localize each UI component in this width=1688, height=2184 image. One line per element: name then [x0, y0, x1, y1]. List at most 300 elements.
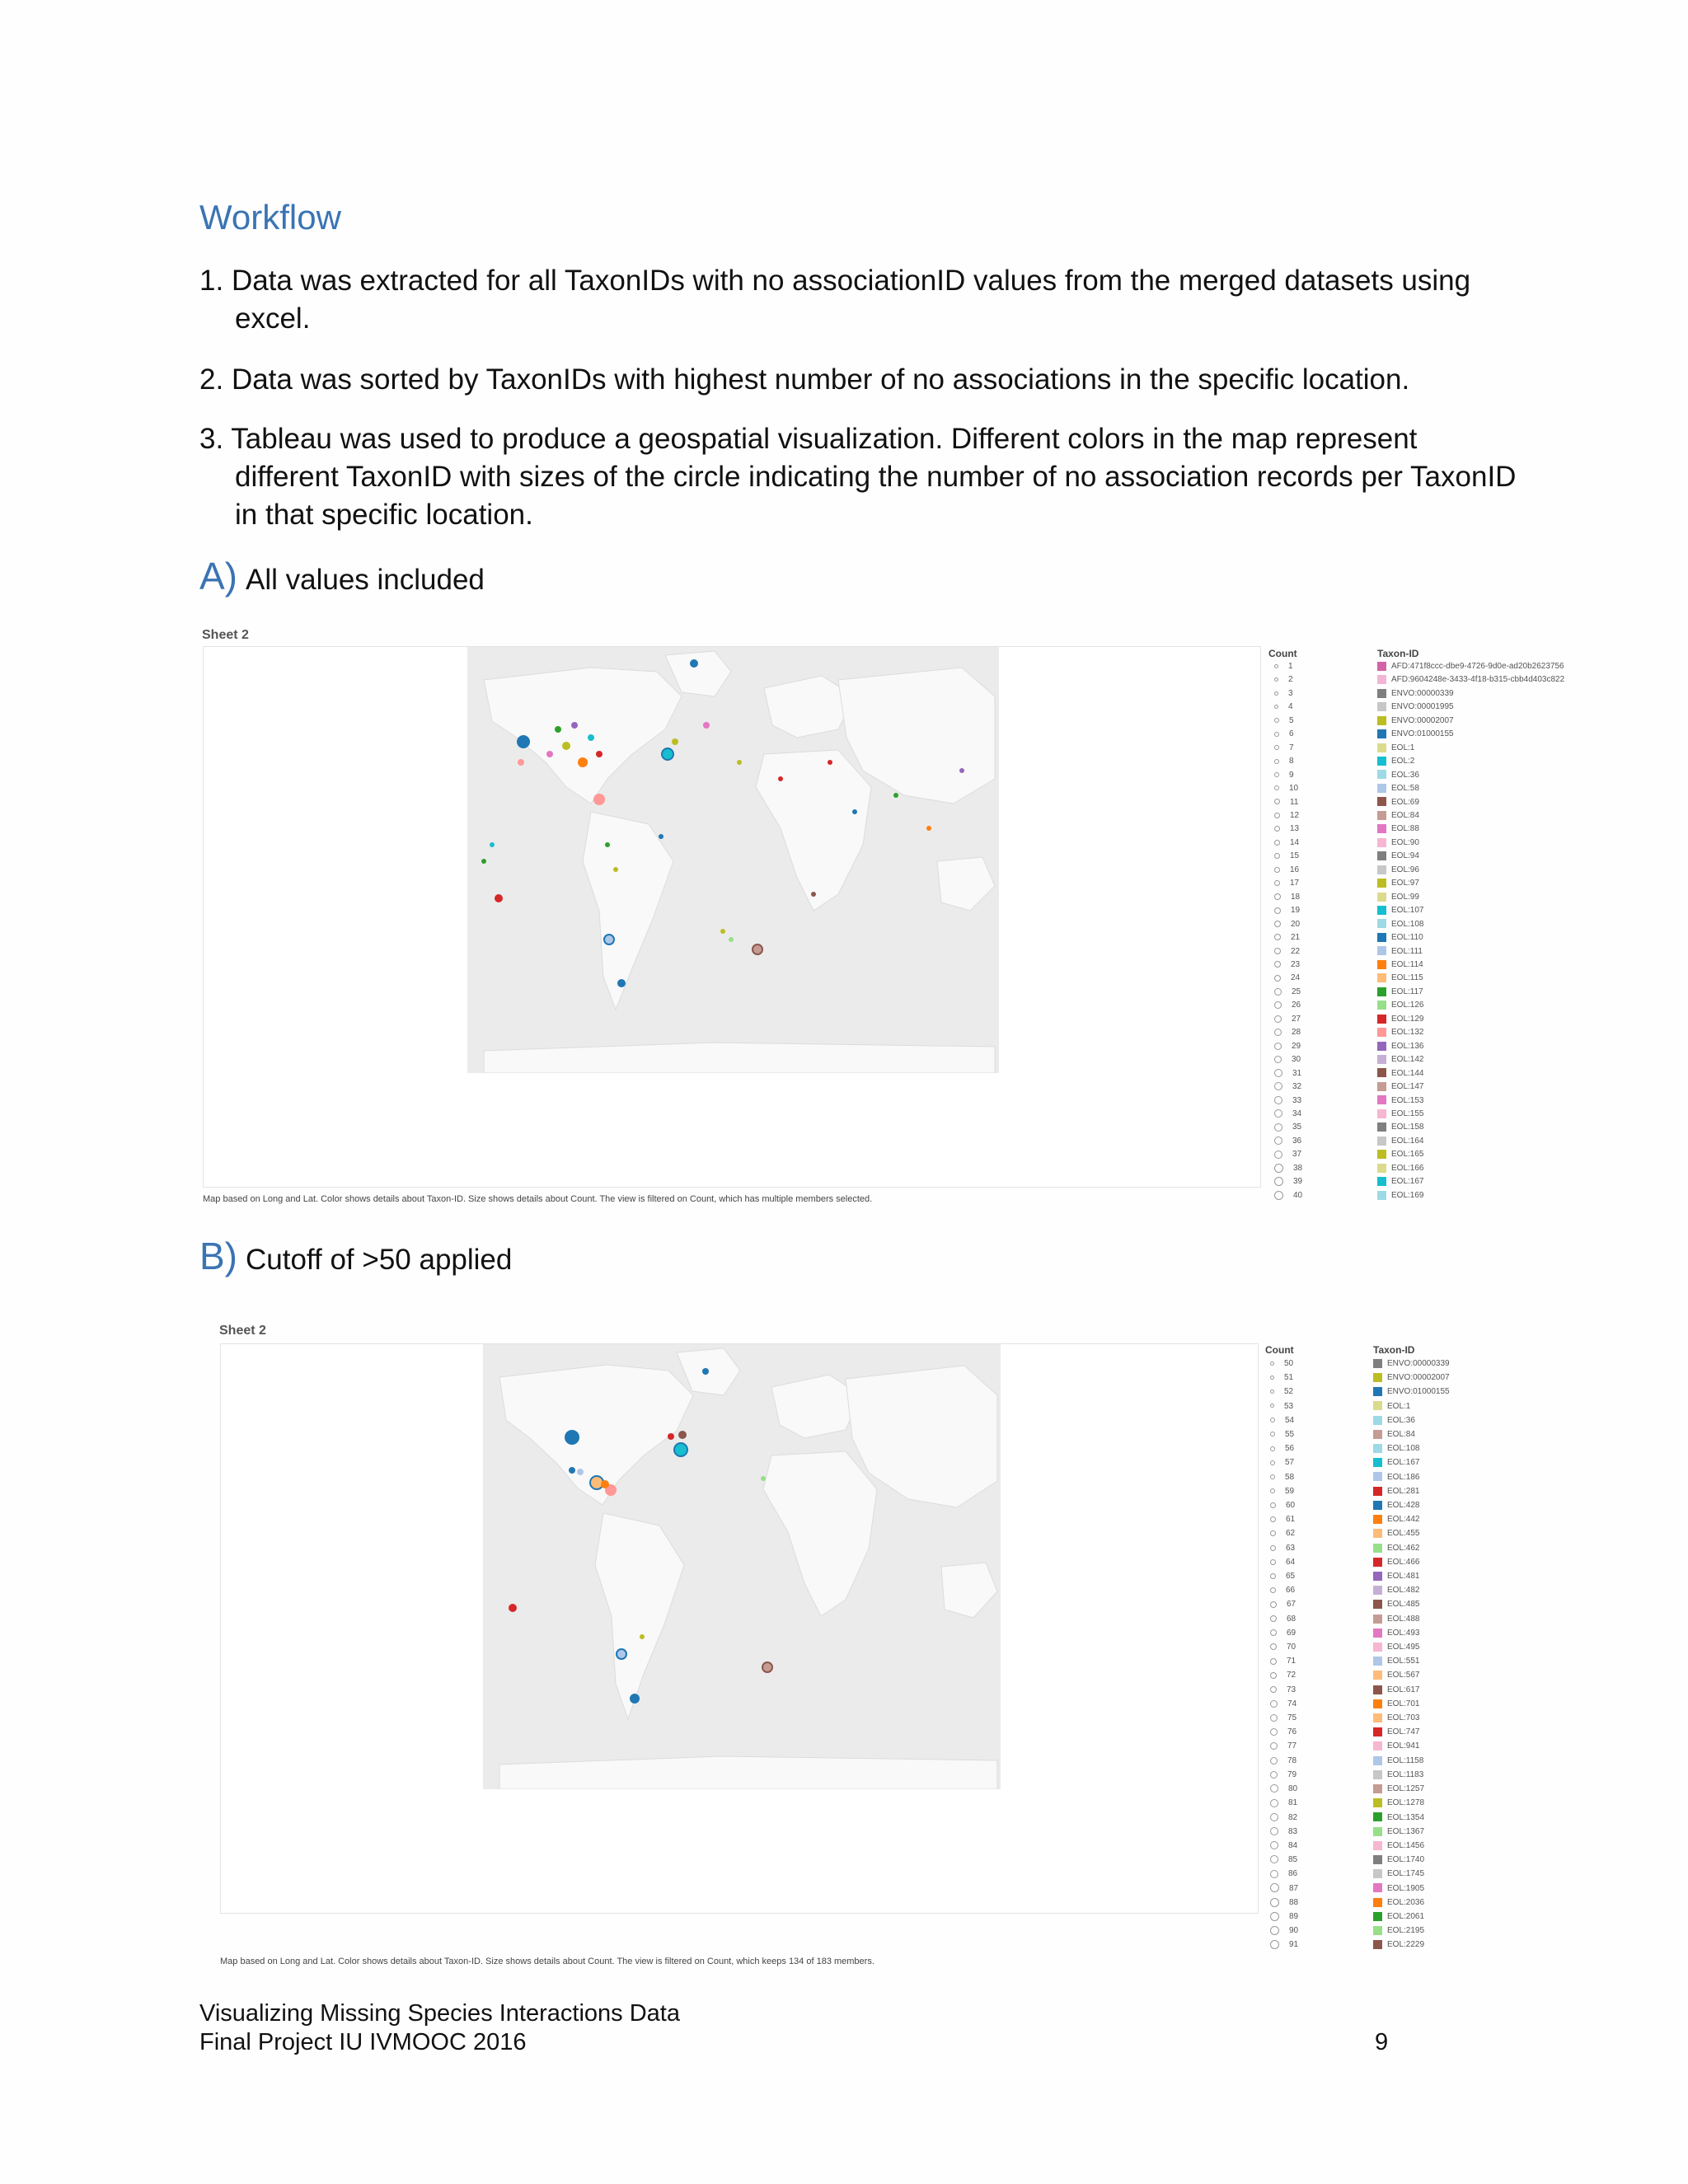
- world-map[interactable]: [483, 1344, 1001, 1789]
- data-point: [495, 894, 503, 902]
- section-heading: Workflow: [199, 198, 341, 237]
- count-legend-item[interactable]: [1274, 1080, 1302, 1094]
- count-label: 20: [1291, 919, 1301, 929]
- count-label: 30: [1292, 1055, 1301, 1065]
- taxon-label: EOL:110: [1391, 933, 1423, 943]
- taxon-legend-item[interactable]: [1373, 1768, 1450, 1782]
- taxon-legend-item[interactable]: [1377, 1162, 1564, 1175]
- taxon-legend-item[interactable]: [1377, 1108, 1564, 1121]
- count-legend-item[interactable]: [1270, 1711, 1298, 1725]
- taxon-legend-item[interactable]: [1377, 782, 1564, 795]
- count-label: 3: [1288, 688, 1293, 698]
- count-legend-item[interactable]: [1274, 891, 1302, 904]
- taxon-label: EOL:488: [1387, 1614, 1420, 1624]
- panel-title-text: All values included: [246, 564, 485, 596]
- count-legend-item[interactable]: [1274, 918, 1302, 931]
- count-label: 62: [1286, 1529, 1296, 1539]
- count-legend-item[interactable]: [1274, 904, 1302, 917]
- taxon-legend-item[interactable]: [1373, 1725, 1450, 1739]
- taxon-legend-item[interactable]: [1373, 1583, 1450, 1597]
- count-legend-item[interactable]: [1274, 796, 1302, 809]
- count-legend-item[interactable]: [1274, 864, 1302, 877]
- taxon-legend-item[interactable]: [1373, 1839, 1450, 1853]
- world-map[interactable]: [467, 647, 999, 1073]
- taxon-legend-item[interactable]: [1373, 1441, 1450, 1455]
- count-label: 53: [1284, 1401, 1294, 1411]
- data-point: [577, 1469, 584, 1475]
- taxon-legend-item[interactable]: [1377, 1175, 1564, 1188]
- color-swatch: [1377, 824, 1386, 833]
- taxon-label: EOL:96: [1391, 865, 1419, 874]
- count-legend-item[interactable]: [1270, 1910, 1298, 1924]
- taxon-legend-item[interactable]: [1377, 809, 1564, 823]
- count-legend-item[interactable]: [1274, 755, 1302, 768]
- size-circle-icon: [1274, 975, 1281, 982]
- count-legend-item[interactable]: [1274, 809, 1302, 823]
- taxon-legend-item[interactable]: [1377, 796, 1564, 809]
- size-circle-icon: [1274, 1082, 1282, 1090]
- count-legend-item[interactable]: [1270, 1626, 1298, 1640]
- size-circle-icon: [1270, 1799, 1278, 1807]
- count-legend-item[interactable]: [1270, 1512, 1298, 1526]
- count-label: 77: [1287, 1741, 1297, 1751]
- data-point: [546, 751, 553, 757]
- taxon-legend-item[interactable]: [1373, 1512, 1450, 1526]
- count-legend-item[interactable]: [1274, 1094, 1302, 1108]
- workflow-step-3: [199, 420, 1518, 534]
- count-legend-item[interactable]: [1270, 1385, 1298, 1399]
- taxon-legend-item[interactable]: [1373, 1640, 1450, 1654]
- taxon-label: EOL:428: [1387, 1501, 1420, 1511]
- taxon-legend-item[interactable]: [1373, 1739, 1450, 1753]
- panel-letter: B): [199, 1235, 237, 1277]
- size-circle-icon: [1270, 1714, 1278, 1722]
- taxon-label: EOL:1257: [1387, 1784, 1425, 1794]
- taxon-legend-item[interactable]: [1373, 1654, 1450, 1668]
- count-legend-item[interactable]: [1270, 1725, 1298, 1739]
- taxon-legend-item[interactable]: [1377, 1053, 1564, 1066]
- count-legend-item[interactable]: [1270, 1853, 1298, 1867]
- count-legend-item[interactable]: [1270, 1612, 1298, 1626]
- taxon-legend-item[interactable]: [1373, 1796, 1450, 1810]
- count-legend-item[interactable]: [1270, 1896, 1298, 1910]
- color-swatch: [1373, 1501, 1382, 1510]
- count-legend-item[interactable]: [1270, 1754, 1298, 1768]
- count-legend-item[interactable]: [1270, 1484, 1298, 1498]
- count-label: 13: [1290, 824, 1300, 834]
- taxon-legend-item[interactable]: [1373, 1882, 1450, 1896]
- taxon-legend-item[interactable]: [1373, 1867, 1450, 1881]
- count-legend-item[interactable]: [1274, 958, 1302, 972]
- size-circle-icon: [1270, 1870, 1278, 1878]
- taxon-legend-item[interactable]: [1377, 742, 1564, 755]
- size-circle-icon: [1274, 1056, 1282, 1063]
- taxon-legend-item[interactable]: [1377, 904, 1564, 917]
- count-label: 29: [1292, 1041, 1301, 1051]
- taxon-legend-item[interactable]: [1373, 1910, 1450, 1924]
- count-legend-item[interactable]: [1270, 1413, 1298, 1427]
- count-legend-item[interactable]: [1274, 850, 1302, 863]
- count-legend-item[interactable]: [1270, 1569, 1298, 1583]
- taxon-legend-item[interactable]: [1377, 891, 1564, 904]
- count-legend-item[interactable]: [1270, 1668, 1298, 1682]
- taxon-legend-item[interactable]: [1377, 972, 1564, 985]
- count-legend-item[interactable]: [1274, 877, 1302, 890]
- count-legend-item[interactable]: [1270, 1867, 1298, 1881]
- taxon-header: Taxon-ID: [1377, 648, 1419, 659]
- count-legend-item[interactable]: [1270, 1541, 1298, 1555]
- step-text: Data was extracted for all TaxonIDs with no associationID values from the merged datasets using excel.: [231, 265, 1471, 335]
- count-label: 89: [1289, 1911, 1299, 1921]
- taxon-legend-item[interactable]: [1373, 1484, 1450, 1498]
- count-legend-item[interactable]: [1270, 1470, 1298, 1484]
- count-legend-item[interactable]: [1274, 999, 1302, 1012]
- count-legend-item[interactable]: [1270, 1768, 1298, 1782]
- color-swatch: [1377, 851, 1386, 860]
- count-legend-item[interactable]: [1270, 1839, 1298, 1853]
- count-legend-item[interactable]: [1274, 1040, 1302, 1053]
- count-label: 15: [1290, 851, 1300, 861]
- count-legend-item[interactable]: [1274, 931, 1302, 944]
- count-legend-item[interactable]: [1270, 1924, 1298, 1938]
- count-legend-item[interactable]: [1274, 1135, 1302, 1148]
- count-legend-item[interactable]: [1270, 1796, 1298, 1810]
- count-label: 55: [1285, 1430, 1295, 1440]
- count-label: 18: [1291, 892, 1301, 902]
- count-label: 58: [1285, 1472, 1295, 1482]
- footer-title: Visualizing Missing Species Interactions Data: [199, 2000, 680, 2027]
- taxon-label: EOL:126: [1391, 1001, 1424, 1010]
- count-legend-item[interactable]: [1270, 1825, 1298, 1839]
- taxon-legend-item[interactable]: [1377, 999, 1564, 1012]
- taxon-legend-item[interactable]: [1373, 1938, 1450, 1952]
- size-circle-icon: [1270, 1404, 1274, 1408]
- taxon-legend-item[interactable]: [1377, 701, 1564, 714]
- taxon-legend-item[interactable]: [1377, 986, 1564, 999]
- taxon-label: EOL:495: [1387, 1643, 1420, 1652]
- count-legend-item[interactable]: [1270, 1882, 1298, 1896]
- step-number: 3.: [199, 423, 224, 455]
- count-legend-item[interactable]: [1270, 1498, 1298, 1512]
- count-legend-item[interactable]: [1274, 1189, 1302, 1202]
- taxon-legend-item[interactable]: [1373, 1825, 1450, 1839]
- taxon-legend-item[interactable]: [1377, 823, 1564, 836]
- panel-b-title: [199, 1234, 512, 1278]
- size-circle-icon: [1270, 1912, 1279, 1921]
- count-legend-item[interactable]: [1270, 1455, 1298, 1469]
- sheet-a: [201, 626, 1602, 1213]
- taxon-legend-item[interactable]: [1373, 1896, 1450, 1910]
- color-swatch: [1373, 1912, 1382, 1921]
- count-label: 9: [1289, 770, 1294, 780]
- taxon-legend-item[interactable]: [1373, 1413, 1450, 1427]
- color-swatch: [1377, 1164, 1386, 1173]
- count-legend-item[interactable]: [1274, 673, 1302, 687]
- taxon-legend-item[interactable]: [1373, 1498, 1450, 1512]
- taxon-label: EOL:1354: [1387, 1812, 1425, 1822]
- taxon-legend-item[interactable]: [1377, 1135, 1564, 1148]
- count-legend-item[interactable]: [1270, 1357, 1298, 1371]
- taxon-legend-item[interactable]: [1373, 1853, 1450, 1867]
- count-legend-item[interactable]: [1270, 1640, 1298, 1654]
- count-legend-item[interactable]: [1274, 701, 1302, 714]
- color-swatch: [1377, 1042, 1386, 1051]
- color-swatch: [1377, 1001, 1386, 1010]
- taxon-legend-item[interactable]: [1373, 1357, 1450, 1371]
- count-label: 66: [1286, 1586, 1296, 1596]
- taxon-legend-item[interactable]: [1377, 1013, 1564, 1026]
- count-legend-item[interactable]: [1274, 742, 1302, 755]
- taxon-legend-item[interactable]: [1377, 958, 1564, 972]
- data-point: [596, 751, 603, 757]
- taxon-legend-item[interactable]: [1373, 1427, 1450, 1441]
- count-legend-item[interactable]: [1274, 782, 1302, 795]
- color-swatch: [1377, 1137, 1386, 1146]
- data-point: [640, 1634, 645, 1639]
- taxon-legend-item[interactable]: [1377, 687, 1564, 701]
- taxon-legend-item[interactable]: [1373, 1371, 1450, 1385]
- size-circle-icon: [1274, 1151, 1282, 1159]
- count-legend-item[interactable]: [1270, 1399, 1298, 1413]
- taxon-label: EOL:2: [1391, 757, 1415, 766]
- taxon-legend-item[interactable]: [1377, 1148, 1564, 1161]
- count-legend-item[interactable]: [1274, 1053, 1302, 1066]
- size-circle-icon: [1274, 934, 1281, 940]
- count-legend-item[interactable]: [1274, 1175, 1302, 1188]
- taxon-legend-item[interactable]: [1377, 1189, 1564, 1202]
- count-legend-item[interactable]: [1274, 715, 1302, 728]
- taxon-legend-item[interactable]: [1373, 1526, 1450, 1540]
- taxon-legend-item[interactable]: [1377, 931, 1564, 944]
- taxon-legend-item[interactable]: [1377, 660, 1564, 673]
- count-label: 19: [1291, 906, 1301, 916]
- count-legend-item[interactable]: [1270, 1583, 1298, 1597]
- data-point: [761, 1476, 766, 1481]
- count-legend-item[interactable]: [1274, 1026, 1302, 1039]
- count-label: 61: [1286, 1515, 1296, 1525]
- size-circle-icon: [1274, 840, 1280, 846]
- size-circle-icon: [1270, 1587, 1276, 1593]
- count-label: 17: [1290, 879, 1300, 888]
- taxon-label: EOL:108: [1391, 919, 1424, 929]
- taxon-legend: [1373, 1357, 1450, 1952]
- panel-letter: A): [199, 555, 237, 598]
- count-label: 81: [1288, 1798, 1298, 1808]
- data-point: [601, 1480, 609, 1488]
- australia-land: [941, 1563, 997, 1618]
- size-circle-icon: [1270, 1700, 1278, 1708]
- color-swatch: [1373, 1600, 1382, 1609]
- color-swatch: [1373, 1756, 1382, 1765]
- taxon-legend-item[interactable]: [1377, 1067, 1564, 1080]
- count-legend-item[interactable]: [1270, 1739, 1298, 1753]
- size-circle-icon: [1274, 853, 1280, 859]
- size-circle-icon: [1270, 1502, 1276, 1508]
- taxon-legend-item[interactable]: [1373, 1711, 1450, 1725]
- taxon-label: EOL:117: [1391, 987, 1423, 996]
- taxon-label: EOL:442: [1387, 1515, 1420, 1525]
- taxon-legend-item[interactable]: [1373, 1754, 1450, 1768]
- count-legend-item[interactable]: [1274, 660, 1302, 673]
- count-label: 68: [1287, 1614, 1296, 1624]
- count-legend-item[interactable]: [1274, 1148, 1302, 1161]
- color-swatch: [1377, 1028, 1386, 1037]
- taxon-legend-item[interactable]: [1373, 1683, 1450, 1697]
- size-circle-icon: [1274, 907, 1281, 914]
- count-legend-item[interactable]: [1274, 972, 1302, 985]
- count-legend-item[interactable]: [1274, 945, 1302, 958]
- taxon-label: EOL:1367: [1387, 1826, 1425, 1836]
- taxon-legend-item[interactable]: [1377, 673, 1564, 687]
- count-legend-item[interactable]: [1270, 1597, 1298, 1611]
- count-label: 59: [1285, 1486, 1295, 1496]
- color-swatch: [1377, 1095, 1386, 1104]
- color-swatch: [1373, 1487, 1382, 1496]
- count-legend-item[interactable]: [1274, 1067, 1302, 1080]
- count-label: 16: [1290, 865, 1300, 874]
- taxon-legend-item[interactable]: [1377, 1040, 1564, 1053]
- taxon-legend-item[interactable]: [1373, 1697, 1450, 1711]
- taxon-legend-item[interactable]: [1377, 877, 1564, 890]
- data-point: [555, 726, 561, 733]
- count-legend: [1270, 1357, 1298, 1952]
- size-circle-icon: [1274, 1096, 1282, 1104]
- count-label: 14: [1290, 837, 1300, 847]
- count-legend-item[interactable]: [1274, 823, 1302, 836]
- count-legend-item[interactable]: [1274, 1162, 1302, 1175]
- count-legend-item[interactable]: [1270, 1697, 1298, 1711]
- count-legend-item[interactable]: [1270, 1441, 1298, 1455]
- size-circle-icon: [1274, 867, 1280, 873]
- count-legend-item[interactable]: [1270, 1427, 1298, 1441]
- color-swatch: [1377, 716, 1386, 725]
- count-label: 32: [1292, 1082, 1302, 1092]
- count-legend-item[interactable]: [1274, 986, 1302, 999]
- taxon-legend-item[interactable]: [1377, 837, 1564, 850]
- count-label: 90: [1289, 1926, 1299, 1936]
- color-swatch: [1377, 689, 1386, 698]
- sheet-title: Sheet 2: [219, 1324, 266, 1338]
- count-legend-item[interactable]: [1270, 1938, 1298, 1952]
- taxon-legend-item[interactable]: [1377, 1026, 1564, 1039]
- taxon-legend-item[interactable]: [1373, 1626, 1450, 1640]
- taxon-legend-item[interactable]: [1373, 1399, 1450, 1413]
- taxon-legend-item[interactable]: [1377, 1094, 1564, 1108]
- data-point: [517, 735, 530, 748]
- taxon-legend-item[interactable]: [1373, 1782, 1450, 1796]
- taxon-label: EOL:1740: [1387, 1855, 1425, 1865]
- taxon-legend-item[interactable]: [1373, 1455, 1450, 1469]
- size-circle-icon: [1270, 1390, 1274, 1394]
- taxon-label: EOL:167: [1387, 1458, 1420, 1468]
- taxon-legend-item[interactable]: [1373, 1569, 1450, 1583]
- data-point: [578, 757, 588, 767]
- taxon-legend-item[interactable]: [1373, 1612, 1450, 1626]
- size-circle-icon: [1270, 1827, 1278, 1835]
- taxon-legend-item[interactable]: [1373, 1470, 1450, 1484]
- taxon-label: ENVO:00000339: [1391, 688, 1454, 698]
- size-circle-icon: [1274, 880, 1280, 886]
- count-legend-item[interactable]: [1274, 1121, 1302, 1134]
- count-legend-item[interactable]: [1274, 1013, 1302, 1026]
- size-circle-icon: [1270, 1376, 1274, 1380]
- color-swatch: [1373, 1741, 1382, 1750]
- count-legend-item[interactable]: [1270, 1782, 1298, 1796]
- taxon-legend-item[interactable]: [1377, 864, 1564, 877]
- size-circle-icon: [1270, 1516, 1276, 1522]
- data-point: [518, 759, 524, 766]
- count-legend: [1274, 660, 1302, 1202]
- data-point: [672, 738, 678, 745]
- taxon-label: EOL:166: [1391, 1163, 1424, 1173]
- count-legend-item[interactable]: [1270, 1555, 1298, 1569]
- taxon-label: EOL:90: [1391, 837, 1419, 847]
- color-swatch: [1377, 1055, 1386, 1064]
- count-label: 4: [1288, 702, 1293, 712]
- count-legend-item[interactable]: [1274, 837, 1302, 850]
- color-swatch: [1373, 1558, 1382, 1567]
- africa-land: [763, 1451, 877, 1616]
- taxon-legend-item[interactable]: [1373, 1555, 1450, 1569]
- size-circle-icon: [1270, 1940, 1279, 1949]
- size-circle-icon: [1274, 1191, 1283, 1200]
- color-swatch: [1373, 1629, 1382, 1638]
- antarctica-land: [484, 1043, 995, 1073]
- taxon-legend-item[interactable]: [1377, 728, 1564, 741]
- count-legend-item[interactable]: [1270, 1526, 1298, 1540]
- taxon-legend-item[interactable]: [1377, 755, 1564, 768]
- count-legend-item[interactable]: [1274, 769, 1302, 782]
- size-circle-icon: [1274, 893, 1281, 900]
- taxon-label: EOL:2229: [1387, 1940, 1425, 1950]
- count-legend-item[interactable]: [1274, 728, 1302, 741]
- count-label: 75: [1287, 1713, 1297, 1723]
- count-legend-item[interactable]: [1270, 1654, 1298, 1668]
- data-point: [593, 794, 605, 805]
- taxon-label: EOL:164: [1391, 1136, 1424, 1146]
- taxon-legend-item[interactable]: [1377, 1080, 1564, 1094]
- color-swatch: [1377, 729, 1386, 738]
- taxon-legend-item[interactable]: [1373, 1597, 1450, 1611]
- color-swatch: [1377, 865, 1386, 874]
- count-legend-item[interactable]: [1270, 1811, 1298, 1825]
- taxon-legend-item[interactable]: [1377, 715, 1564, 728]
- count-legend-item[interactable]: [1270, 1683, 1298, 1697]
- data-point: [588, 734, 594, 741]
- count-legend-item[interactable]: [1274, 687, 1302, 701]
- taxon-legend-item[interactable]: [1373, 1385, 1450, 1399]
- world-map-svg: [483, 1344, 1001, 1789]
- data-point: [481, 859, 486, 864]
- count-legend-item[interactable]: [1270, 1371, 1298, 1385]
- taxon-legend-item[interactable]: [1373, 1541, 1450, 1555]
- taxon-legend-item[interactable]: [1377, 918, 1564, 931]
- taxon-legend-item[interactable]: [1377, 769, 1564, 782]
- data-point: [778, 776, 783, 781]
- taxon-legend-item[interactable]: [1377, 1121, 1564, 1134]
- count-legend-item[interactable]: [1274, 1108, 1302, 1121]
- color-swatch: [1377, 946, 1386, 955]
- taxon-legend-item[interactable]: [1377, 945, 1564, 958]
- data-point: [959, 768, 964, 773]
- taxon-label: EOL:941: [1387, 1741, 1420, 1751]
- taxon-legend-item[interactable]: [1373, 1811, 1450, 1825]
- taxon-legend-item[interactable]: [1373, 1668, 1450, 1682]
- taxon-legend-item[interactable]: [1377, 850, 1564, 863]
- taxon-legend-item[interactable]: [1373, 1924, 1450, 1938]
- taxon-label: EOL:58: [1391, 784, 1419, 794]
- color-swatch: [1373, 1643, 1382, 1652]
